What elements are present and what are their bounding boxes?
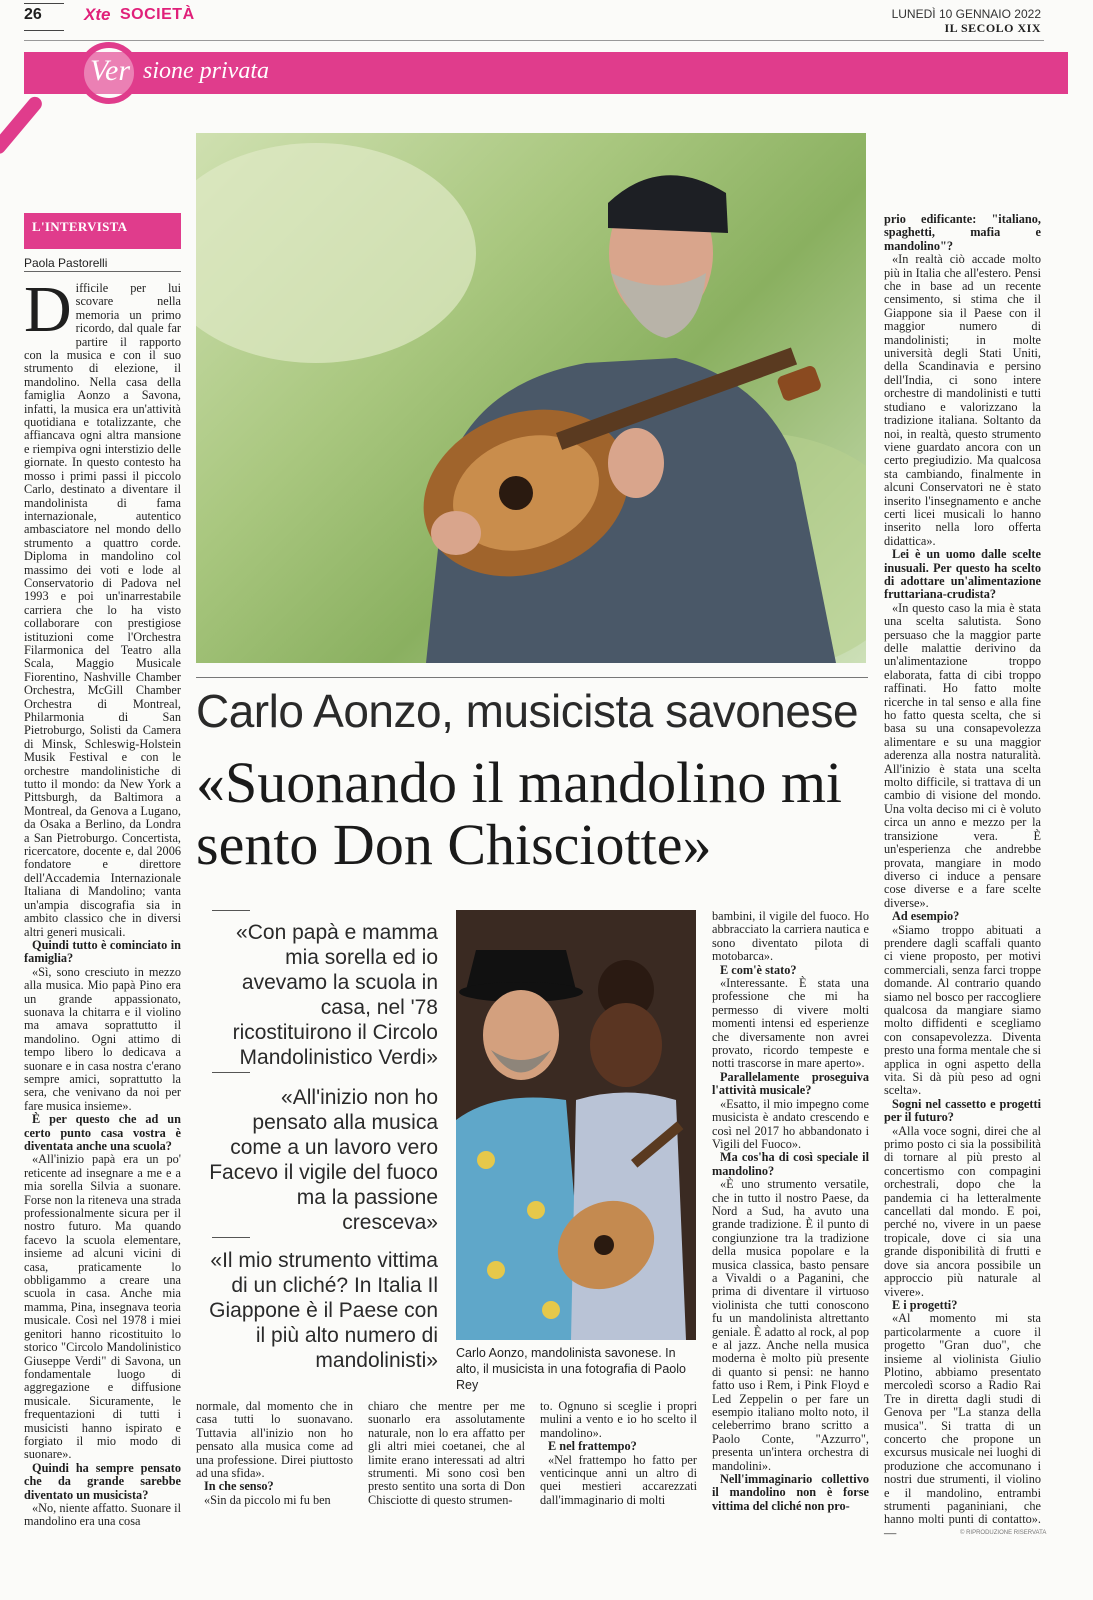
question: Quindi ha sempre pensato che da grande sarebbe diventato un musicista?: [24, 1460, 181, 1502]
photo-caption: Carlo Aonzo, mandolinista savonese. In alto, il musicista in una fotografia di Paolo Rey: [456, 1346, 686, 1392]
magnifier-icon-handle: [0, 94, 45, 157]
answer: normale, dal momento che in casa tutti lo suonavano. Tuttavia all'inizio non ho pensato alla musica come ad una professione. Direi piuttosto ad una sfida».: [196, 1399, 353, 1481]
question: In che senso?: [204, 1479, 274, 1494]
article-column-2: [196, 1400, 353, 1507]
quote-rule: [212, 910, 250, 911]
pull-quote: «All'inizio non ho pensato alla musica come a un lavoro vero Facevo il vigile del fuoco ma la passione cresceva»: [209, 1086, 438, 1234]
header-divider: [24, 40, 1044, 41]
brand-logo: Xte: [84, 5, 111, 24]
quote-rule: [212, 1237, 250, 1238]
answer: «Interessante. È stata una professione che mi ha permesso di vivere molti momenti intensi ed esperienze che diversamente non avrei provato, ricordo tempeste e notti trascorse in mare aperto».: [712, 976, 869, 1071]
pull-quote: «Con papà e mamma mia sorella ed io avevamo la scuola in casa, nel '78 ricostituirono il Circolo Mandolinistico Verdi»: [232, 921, 438, 1069]
answer: chiaro che mentre per me suonarlo era assolutamente naturale, non lo era affatto per gli altri miei coetanei, che al limite erano interessati ad altri strumenti. Mi sono così ben presto sentito una sorta di Don Chisciotte di questo strumen-: [368, 1399, 525, 1507]
answer: «In questo caso la mia è stata una scelta salutista. Sono persuaso che la maggior parte delle malattie derivino da un'alimentazione troppo elaborata, fatta di cibi troppo raffinati. Ho fatto molte ricerche in tal senso e alla fine ho fatto questa scelta, che si basa su una consapevolezza alimentare e su una maggior aderenza alla nostra naturalità. All'inizio è stata una scelta molto difficile, si trattava di un cambio di visione del mondo. Una volta deciso mi ci è voluto circa un anno e mezzo per la transizione vera. È un'esperienza che andrebbe provata, mangiare in modo diverso ci induce a pensare cose diverse e a fare scelte diverse».: [884, 600, 1041, 910]
answer: «Nel frattempo ho fatto per venticinque anni un altro di quei mestieri accarezzati dall'immaginario di molti: [540, 1452, 697, 1507]
header-rule: [24, 3, 64, 4]
header-rule: [24, 30, 64, 31]
drop-cap: D: [24, 273, 72, 346]
band-title: sione privata: [143, 58, 269, 84]
question: È per questo che ad un certo punto casa vostra è diventata anche una scuola?: [24, 1112, 181, 1153]
answer: to. Ognuno si sceglie i propri mulini a vento e io ho scelto il mandolino».: [540, 1399, 697, 1440]
answer: «All'inizio papà era un po' reticente ad insegnare a me e a mia sorella Silvia a suonare. Forse non la riteneva una strada professionalmente sicura per il nostro futuro. Ma quando facevo la scuola elementare, insieme ad alcuni vicini di casa, praticamente lo obbligammo a creare una scuola in casa. Anche mia mamma, Pina, insegnava teoria musicale. Così nel 1978 i miei genitori hanno ricostituito lo storico "Circolo Mandolinistico Giuseppe Verdi" di Savona, un fondamentale luogo di aggregazione e diffusione musicale. Sicuramente, le frequentazioni di tutti i musicisti hanno ispirato e forgiato il mio modo di suonare».: [24, 1152, 181, 1462]
question: E i progetti?: [892, 1297, 958, 1312]
main-photo: [196, 133, 866, 663]
article-column-6: [884, 213, 1041, 1540]
question: E nel frattempo?: [548, 1439, 637, 1454]
answer: «Alla voce sogni, direi che al primo posto ci sia la possibilità di tornare al più presto al concertismo con compagini orchestrali, dopo che la pandemia ci ha letteralmente cancellati dal mondo. E poi, perché no, vivere in un paese tropicale, dove ci sia una grande disponibilità di frutti e dove sia ancora possibile un approccio più naturale al vivere».: [884, 1123, 1041, 1299]
author-byline: Paola Pastorelli: [24, 256, 108, 270]
copyright-note: © RIPRODUZIONE RISERVATA: [960, 1530, 1047, 1536]
answer: «No, niente affatto. Suonare il mandolino era una cosa: [24, 1500, 181, 1529]
headline-rule: [196, 677, 868, 678]
band-title-lens: Ver: [90, 54, 130, 87]
question: Quindi tutto è cominciato in famiglia?: [24, 937, 181, 966]
headline-kicker: Carlo Aonzo, musicista savonese: [196, 685, 859, 737]
newspaper-name: IL SECOLO XIX: [944, 21, 1041, 35]
question: Ad esempio?: [892, 909, 960, 924]
byline-rule: [24, 271, 181, 272]
pull-quote: «Il mio strumento vittima di un cliché? In Italia Il Giappone è il Paese con il più alto numero di mandolinisti»: [209, 1249, 438, 1372]
headline-title: «Suonando il mandolino mi sento Don Chisciotte»: [196, 750, 843, 877]
question: prio edificante: "italiano, spaghetti, mafia e mandolino"?: [884, 212, 1041, 253]
question: Nell'immaginario collettivo il mandolino non è forse vittima del cliché non pro-: [712, 1472, 869, 1513]
page-number: 26: [24, 6, 42, 23]
article-column-3: [368, 1400, 525, 1507]
issue-date: LUNEDÌ 10 GENNAIO 2022: [891, 7, 1041, 21]
article-column-5: [712, 910, 869, 1513]
question: Lei è un uomo dalle scelte inusuali. Per questo ha scelto di adottare un'alimentazione fruttariana-crudista?: [884, 547, 1041, 602]
question: E com'è stato?: [720, 962, 797, 977]
article-column-4: [540, 1400, 697, 1507]
question: Sogni nel cassetto e progetti per il futuro?: [884, 1096, 1041, 1125]
answer: bambini, il vigile del fuoco. Ho abbracciato la carriera nautica e sono diventato pilota di motobarca».: [712, 909, 869, 964]
article-column-1: [24, 273, 181, 1529]
answer: «In realtà ciò accade molto più in Italia che all'estero. Pensi che in base ad un recente censimento, si stima che il Giappone sia il Paese con il maggior numero di mandolinisti; in molte università degli Stati Uniti, della Scandinavia e persino dell'India, ci sono intere orchestre di mandolinisti e tutti studiano e valorizzano la tradizione italiana. Soltanto da noi, in realtà, questo strumento viene guardato ancora con un certo pregiudizio. Ma qualcosa sta cambiando, finalmente in alcuni Conservatori ne è stato inserito l'insegnamento e anche certi licei musicali lo hanno inserito nella loro offerta didattica».: [884, 252, 1041, 548]
musician-illustration: [196, 133, 866, 663]
answer: «Siamo troppo abituati a prendere dagli scaffali quanto ci viene proposto, per motivi commerciali, senza farci troppe domande. Al contrario quando siamo nel bosco per raccogliere qualcosa da mangiare siamo molto diffidenti e scegliamo con consapevolezza. Diventa presto una forma mentale che si applica in ogni aspetto della vita. Si dà più peso ad ogni scelta».: [884, 922, 1041, 1098]
answer: «Sì, sono cresciuto in mezzo alla musica. Mio papà Pino era un grande appassionato, suonava la chitarra e il violino ma amava soprattutto il mandolino. Ogni attimo di tempo libero lo dedicava a suonare e in casa nostra c'erano sempre amici, soprattutto la sera, che venivano da noi per fare musica insieme».: [24, 964, 181, 1113]
rubric-label: L'INTERVISTA: [32, 219, 128, 234]
question: Parallelamente proseguiva l'attività musicale?: [712, 1069, 869, 1098]
section-name: SOCIETÀ: [120, 6, 195, 23]
secondary-photo: [456, 910, 696, 1340]
answer: «Al momento mi sta particolarmente a cuore il progetto "Gran duo", che insieme al violinista Giulio Plotino, abbiamo presentato mercoledì scorso a Radio Rai Tre in diretta dagli studi di Genova per "La stanza della musica". Si tratta di un concerto che propone un excursus musicale nei luoghi di produzione che accomunano i nostri due strumenti, il violino e il mandolino, entrambi strumenti paganiniani, che hanno molti punti di contatto». —: [884, 1311, 1041, 1540]
article-lead: ifficile per lui scovare nella memoria un primo ricordo, dal quale far partire il rapporto con la musica e con il suo strumento di elezione, il mandolino. Nella casa della famiglia Aonzo a Savona, infatti, la musica era un'attività quotidiana e totalizzante, che affiancava ogni altra mansione e riempiva ogni interstizio delle giornate. In questo contesto ha mosso i primi passi il piccolo Carlo, destinato a diventare il mandolinista di fama internazionale, autentico ambasciatore nel mondo dello strumento a quattro corde. Diploma in mandolino col massimo dei voti e lode al Conservatorio di Padova nel 1993 e poi un'inarrestabile carriera che lo ha visto collaborare con prestigiose istituzioni come l'Orchestra Filarmonica del Teatro alla Scala, Maggio Musicale Fiorentino, Nashville Chamber Orchestra, McGill Chamber Orchestra di Montreal, Philarmonia di San Pietroburgo, Solisti da Camera di Minsk, Schleswig-Holstein Musik Festival e con le orchestre mandolinistiche di tutto il mondo: da New York a Pittsburgh, da Baltimora a Montreal, da Genova a Lugano, da Osaka a Berlino, da Londra a San Pietroburgo. Concertista, ricercatore, docente e, dal 2006 fondatore e direttore dell'Accademia Internazionale Italiana di Mandolino; vanta un'ampia discografia sia in ambito classico che in diversi altri generi musicali.: [24, 281, 181, 939]
musician-with-child-illustration: [456, 910, 696, 1340]
answer: «Esatto, il mio impegno come musicista è andato crescendo e così nel 2017 ho abbandonato i Vigili del Fuoco».: [712, 1096, 869, 1151]
question: Ma cos'ha di così speciale il mandolino?: [712, 1150, 869, 1178]
answer: «Sin da piccolo mi fu ben: [204, 1492, 331, 1507]
answer: «È uno strumento versatile, che in tutto il nostro Paese, da Nord a Sud, ha avuto una grande tradizione. È il punto di congiunzione tra la tradizione della musica popolare e la musica classica, basto pensare a Vivaldi o a Paganini, che prima di diventare il virtuoso violinista che tutti conoscono fu un mandolinista altrettanto geniale. È adatto al rock, al pop e al jazz. Anche nella musica moderna è molto più presente di quanto si pensi: ne hanno fatto uso i Rem, i Pink Floyd e Led Zeppelin o per fare un esempio italiano molto noto, il celeberrimo brano scritto a Paolo Conte, "Azzurro", presenta un'intera orchestra di mandolini».: [712, 1177, 869, 1473]
quote-rule: [212, 1072, 250, 1073]
